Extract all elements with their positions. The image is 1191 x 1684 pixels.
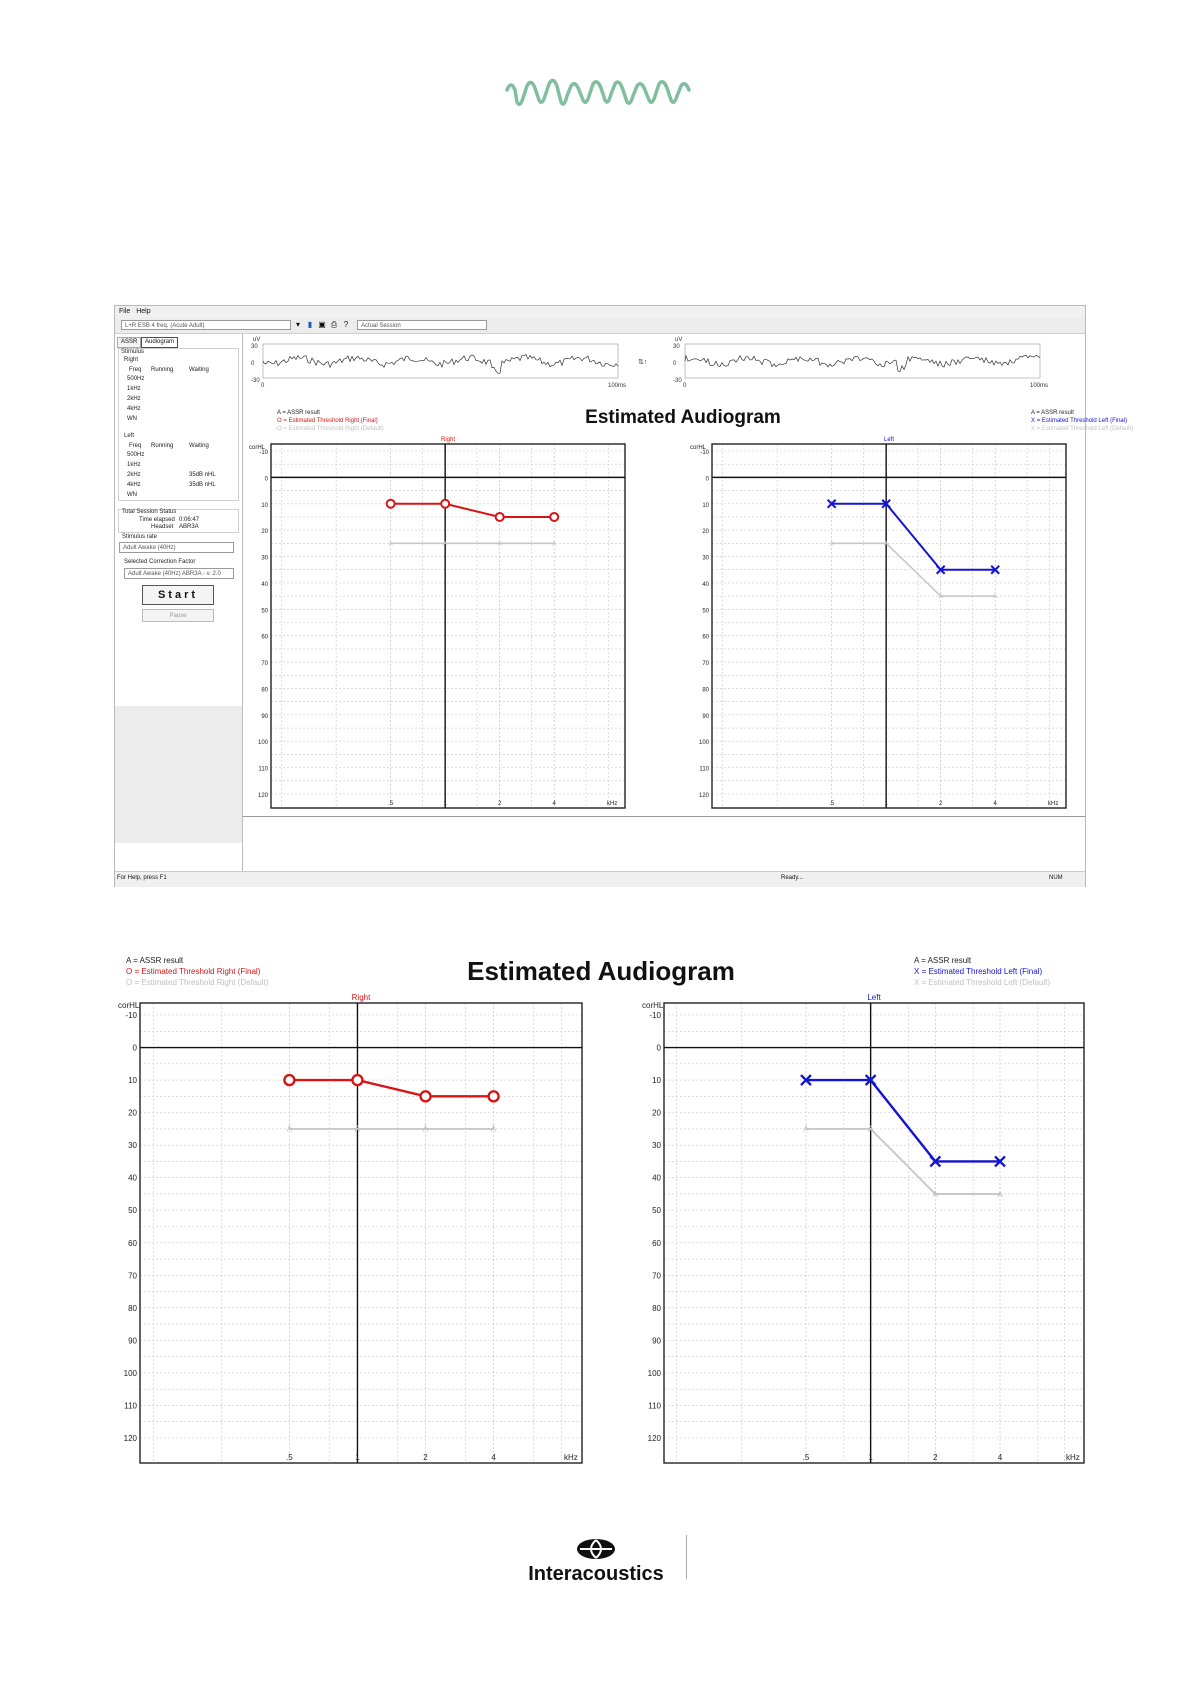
y-tick: 0 [656, 1043, 661, 1053]
col-running: Running [151, 367, 174, 373]
large-audiogram [114, 950, 1090, 1470]
assr-point-a: A [443, 541, 448, 548]
logo-divider [686, 1535, 687, 1579]
y-tick: 10 [702, 502, 709, 509]
threshold-point-o [352, 1075, 362, 1085]
eeg-frame [685, 344, 1040, 378]
y-tick: 100 [123, 1368, 137, 1378]
assr-point-a: A [867, 1124, 874, 1134]
save-icon[interactable]: ▣ [318, 320, 326, 329]
stimulus-rate-label: Stimulus rate [122, 534, 158, 540]
session-status-title: Total Session Status [122, 509, 177, 515]
y-tick: 0 [264, 476, 268, 483]
y-tick: -10 [125, 1011, 137, 1020]
ear-label: Left [883, 437, 895, 443]
assr-point-a: A [497, 541, 502, 548]
y-tick: 70 [128, 1271, 137, 1281]
y-tick: 70 [652, 1271, 661, 1281]
status-num: NUM [1049, 875, 1063, 881]
x-tick: 4 [491, 1453, 496, 1462]
threshold-line [289, 1080, 493, 1096]
threshold-point-o [387, 500, 395, 508]
interacoustics-logo [506, 1535, 686, 1585]
y-axis-label: corHL [690, 445, 707, 451]
toolbar [115, 318, 1085, 334]
print-icon[interactable]: ⎙ [330, 320, 338, 329]
y-tick: 120 [647, 1434, 661, 1443]
x-tick: 2 [498, 801, 502, 807]
right-stim-row: 500Hz [127, 376, 145, 382]
x-tick: 4 [552, 801, 556, 807]
y-tick: 100 [257, 740, 268, 747]
y-tick: 50 [702, 608, 709, 615]
y-tick: 30 [652, 1141, 661, 1151]
y-tick: 40 [652, 1173, 661, 1183]
y-tick: 110 [699, 766, 709, 773]
threshold-line [806, 1080, 1000, 1161]
legend-entry: X = Estimated Threshold Left (Default) [1031, 426, 1134, 432]
y-tick: 110 [258, 766, 268, 773]
plot-frame [664, 1003, 1084, 1463]
threshold-point-o [441, 500, 449, 508]
wave-logo-icon [505, 76, 691, 110]
assr-point-a: A [803, 1124, 809, 1134]
threshold-point-o [496, 513, 504, 521]
eeg-frame [263, 344, 618, 378]
threshold-point-o [489, 1091, 499, 1101]
left-stim-waiting: 35dB nHL [189, 482, 216, 488]
y-axis-label: corHL [118, 1001, 140, 1010]
x-tick: 1 [443, 801, 447, 807]
y-tick: 10 [128, 1076, 137, 1086]
eeg-y-tick: 30 [251, 344, 258, 350]
status-ready: Ready... [781, 875, 803, 881]
eeg-y-tick: -30 [673, 378, 682, 384]
x-tick: 1 [355, 1453, 360, 1462]
y-tick: 90 [261, 713, 268, 720]
assr-point-a: A [993, 594, 998, 601]
dropdown-arrow-icon[interactable]: ▾ [295, 320, 300, 329]
y-tick: 40 [702, 581, 709, 588]
menu-file[interactable]: File [119, 308, 131, 315]
tab-audiogram[interactable]: Audiogram [141, 337, 178, 348]
assr-point-a: A [552, 541, 557, 548]
x-tick: 2 [939, 801, 943, 807]
left-panel-empty-area [115, 706, 242, 843]
legend-entry: A = ASSR result [914, 956, 972, 965]
assr-point-a: A [286, 1124, 293, 1134]
left-stim-row: 2kHz [127, 472, 141, 478]
eeg-y-tick: 0 [251, 361, 255, 367]
stimulus-rate-select[interactable]: Adult Awake (40Hz) [119, 542, 234, 553]
y-tick: 20 [261, 529, 268, 536]
eeg-y-tick: -30 [251, 378, 260, 384]
y-tick: 0 [705, 476, 709, 483]
y-tick: 80 [702, 687, 709, 694]
menu-bar [115, 306, 1085, 318]
eeg-unit: uV [675, 337, 683, 343]
right-stim-row: WN [127, 416, 137, 422]
y-tick: 10 [261, 502, 268, 509]
audiogram-title: Estimated Audiogram [585, 407, 781, 428]
right-stim-row: 4kHz [127, 406, 141, 412]
pause-button[interactable]: Pause [142, 609, 214, 622]
y-tick: 30 [261, 555, 268, 562]
legend-entry: O = Estimated Threshold Right (Default) [126, 978, 269, 987]
assr-point-a: A [388, 541, 393, 548]
headset-value: ABR3A [179, 524, 199, 530]
correction-factor-select[interactable]: Adult Awake (40Hz) ABR3A - v. 2.0 [124, 568, 234, 579]
eeg-y-tick: 0 [673, 361, 677, 367]
col-freq-left: Freq [129, 443, 142, 449]
left-stim-row: 1kHz [127, 462, 141, 468]
threshold-point-o [421, 1091, 431, 1101]
arrows-icon: ⇅↑ [638, 359, 648, 366]
y-tick: 50 [261, 608, 268, 615]
right-label: Right [124, 357, 139, 363]
help-icon[interactable]: ? [343, 320, 349, 329]
threshold-line [391, 504, 555, 517]
col-running-left: Running [151, 443, 174, 449]
eeg-trace-line [685, 355, 1040, 371]
left-label: Left [124, 433, 135, 439]
y-tick: 110 [648, 1401, 661, 1411]
y-tick: 30 [128, 1141, 137, 1151]
x-tick: 1 [884, 801, 888, 807]
session-select[interactable]: Actual Session [357, 320, 487, 330]
y-tick: 100 [647, 1368, 661, 1378]
x-tick: 1 [868, 1453, 873, 1462]
y-tick: 120 [257, 793, 268, 799]
x-tick: .5 [286, 1453, 293, 1462]
legend-entry: A = ASSR result [1031, 410, 1074, 416]
left-stim-row: WN [127, 492, 137, 498]
y-tick: 40 [128, 1173, 137, 1183]
assr-point-a: A [884, 541, 889, 548]
protocol-select[interactable]: L+R ESB 4 freq. (Acute Adult) [121, 320, 291, 330]
x-axis-label: kHz [564, 1453, 578, 1462]
threshold-point-o [550, 513, 558, 521]
y-tick: 50 [652, 1206, 661, 1216]
y-axis-label: corHL [249, 445, 266, 451]
y-tick: 110 [124, 1401, 137, 1411]
y-tick: 90 [128, 1336, 137, 1346]
eeg-x-start: 0 [683, 383, 687, 389]
legend-entry: X = Estimated Threshold Left (Default) [914, 978, 1051, 987]
threshold-line [829, 504, 996, 570]
y-tick: 90 [702, 713, 709, 720]
eeg-trace-line [263, 355, 618, 374]
x-tick: .5 [802, 1453, 810, 1462]
start-icon[interactable]: ▮ [307, 320, 313, 329]
x-tick: .5 [829, 801, 835, 807]
correction-factor-label: Selected Correction Factor [124, 559, 196, 565]
left-stim-row: 4kHz [127, 482, 141, 488]
interacoustics-logo-text: Interacoustics [528, 1563, 664, 1585]
y-tick: 100 [698, 740, 709, 747]
right-stim-row: 2kHz [127, 396, 141, 402]
y-tick: 20 [702, 529, 709, 536]
right-stim-row: 1kHz [127, 386, 141, 392]
x-axis-label: kHz [1048, 801, 1059, 807]
y-tick: 60 [261, 634, 268, 641]
interacoustics-globe-icon [577, 1539, 615, 1559]
ear-label: Right [351, 993, 371, 1002]
y-tick: 90 [652, 1336, 661, 1346]
x-axis-label: kHz [1066, 1453, 1080, 1462]
eeg-x-end: 100ms [1030, 383, 1049, 389]
x-tick: 2 [423, 1453, 428, 1462]
eeg-x-end: 100ms [608, 383, 627, 389]
ear-label: Right [440, 437, 456, 443]
col-freq: Freq [129, 367, 142, 373]
eeg-y-tick: 30 [673, 344, 680, 350]
assr-point-a: A [997, 1189, 1003, 1199]
bottom-pane [243, 816, 1085, 872]
y-tick: 60 [128, 1238, 137, 1248]
y-tick: -10 [649, 1011, 661, 1020]
x-tick: 4 [993, 801, 997, 807]
tab-assr[interactable]: ASSR [117, 337, 141, 348]
y-tick: 80 [261, 687, 268, 694]
stimulus-title: Stimulus [121, 349, 145, 355]
plot-frame [712, 444, 1066, 808]
threshold-point-o [284, 1075, 294, 1085]
assr-point-a: A [422, 1124, 429, 1134]
y-tick: 20 [128, 1108, 137, 1118]
legend-entry: O = Estimated Threshold Right (Final) [277, 418, 378, 424]
time-elapsed-label: Time elapsed [139, 517, 175, 523]
y-tick: 20 [652, 1108, 661, 1118]
y-tick: 40 [261, 581, 268, 588]
ear-label: Left [867, 993, 881, 1002]
x-tick: .5 [388, 801, 394, 807]
app-window [114, 305, 1134, 887]
x-tick: 2 [933, 1453, 938, 1462]
assr-point-a: A [354, 1124, 361, 1134]
y-tick: 70 [702, 661, 709, 668]
col-waiting-left: Waiting [189, 443, 209, 449]
plot-frame [271, 444, 625, 808]
legend-entry: X = Estimated Threshold Left (Final) [914, 967, 1043, 976]
y-tick: 80 [128, 1303, 137, 1313]
app-audiogram [243, 402, 1134, 816]
x-tick: 4 [997, 1453, 1003, 1462]
y-tick: -10 [259, 450, 268, 456]
assr-point-a: A [490, 1124, 497, 1134]
col-waiting: Waiting [189, 367, 209, 373]
y-axis-label: corHL [642, 1001, 664, 1010]
audiogram-title: Estimated Audiogram [467, 956, 735, 986]
assr-point-a: A [829, 541, 834, 548]
eeg-x-start: 0 [261, 383, 265, 389]
y-tick: 30 [702, 555, 709, 562]
y-tick: -10 [700, 450, 709, 456]
start-button[interactable]: Start [142, 585, 214, 605]
legend-entry: O = Estimated Threshold Right (Final) [126, 967, 261, 976]
legend-entry: O = Estimated Threshold Right (Default) [277, 426, 384, 432]
legend-entry: A = ASSR result [126, 956, 184, 965]
y-tick: 10 [652, 1076, 661, 1086]
assr-point-a: A [932, 1189, 938, 1199]
left-stim-row: 500Hz [127, 452, 145, 458]
y-tick: 0 [132, 1043, 137, 1053]
menu-help[interactable]: Help [136, 308, 151, 315]
y-tick: 60 [652, 1238, 661, 1248]
headset-label: Headset [151, 524, 174, 530]
legend-entry: A = ASSR result [277, 410, 320, 416]
y-tick: 60 [702, 634, 709, 641]
plot-frame [140, 1003, 582, 1463]
y-tick: 120 [123, 1434, 137, 1443]
eeg-unit: uV [253, 337, 261, 343]
y-tick: 70 [261, 661, 268, 668]
x-axis-label: kHz [607, 801, 618, 807]
legend-entry: X = Estimated Threshold Left (Final) [1031, 418, 1128, 424]
assr-point-a: A [938, 594, 943, 601]
y-tick: 50 [128, 1206, 137, 1216]
status-bar [115, 871, 1085, 887]
status-help: For Help, press F1 [117, 875, 167, 881]
eeg-traces [243, 334, 1085, 404]
left-stim-waiting: 35dB nHL [189, 472, 216, 478]
y-tick: 120 [698, 793, 709, 799]
time-elapsed-value: 0:06:47 [179, 517, 200, 523]
y-tick: 80 [652, 1303, 661, 1313]
